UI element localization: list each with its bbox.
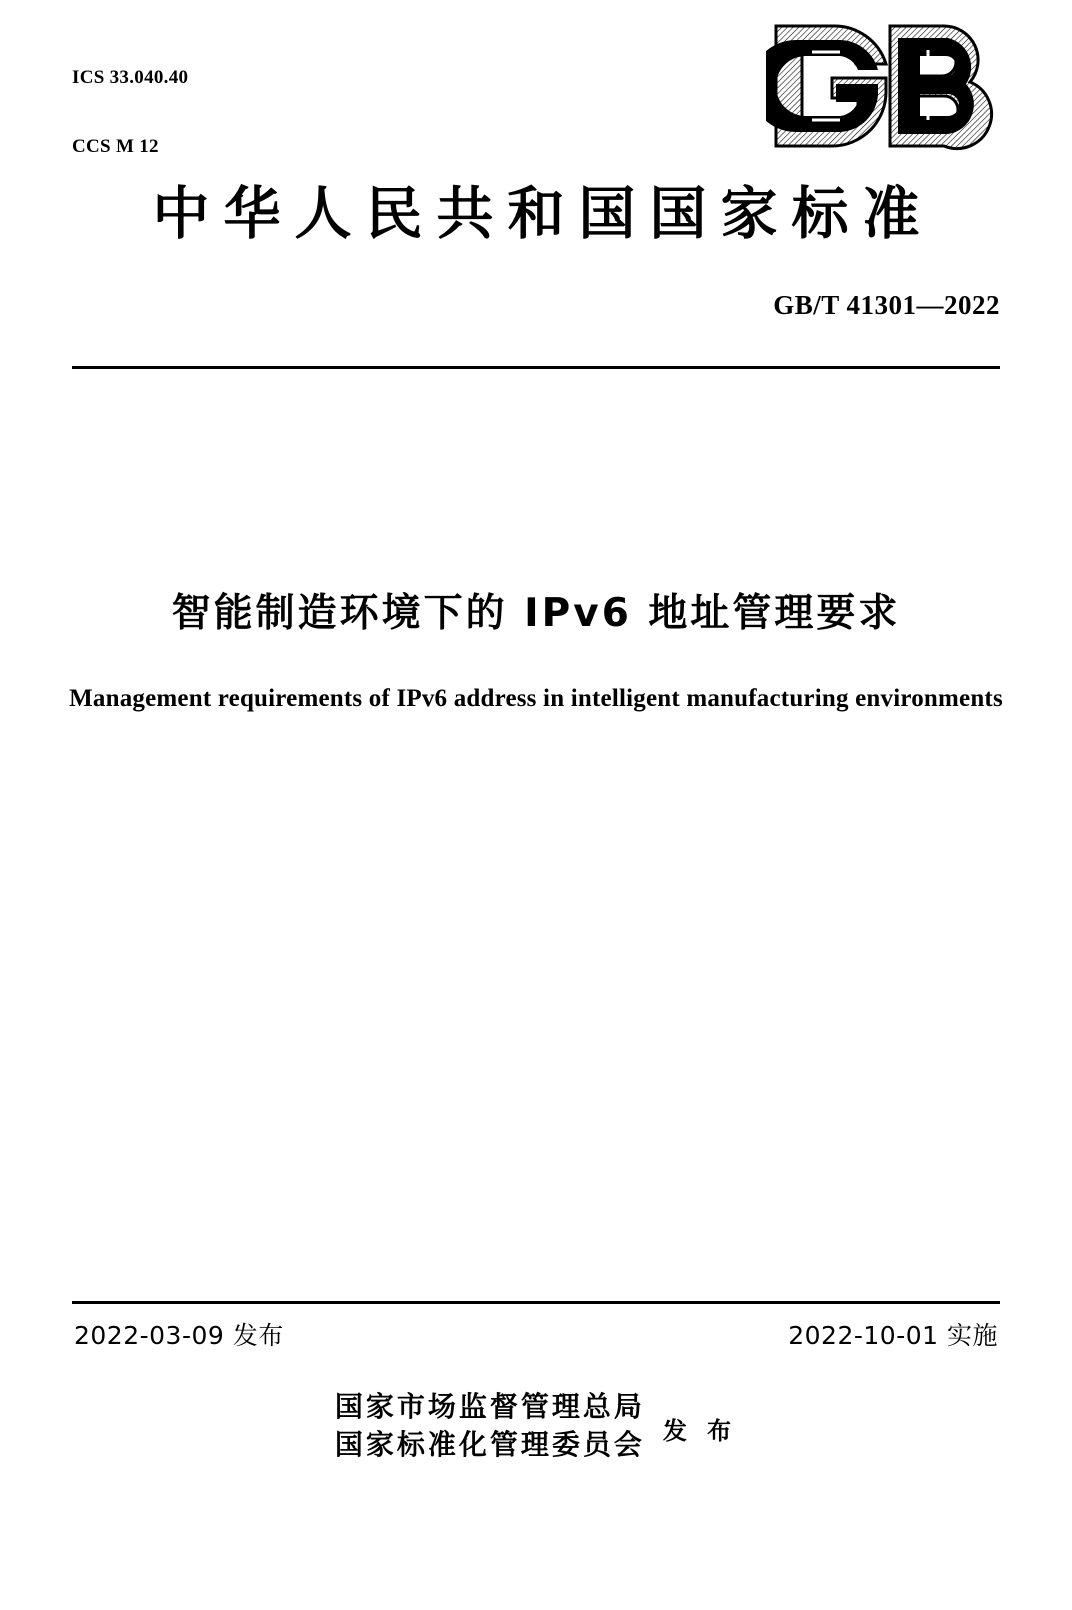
divider-bottom <box>72 1301 1000 1304</box>
divider-top <box>72 366 1000 369</box>
publisher-line-1: 国家市场监督管理总局 <box>334 1390 645 1423</box>
national-standard-title: 中华人民共和国国家标准 <box>152 181 934 247</box>
gb-emblem-icon <box>766 20 1006 152</box>
ics-code: ICS 33.040.40 <box>72 67 189 88</box>
standard-number: GB/T 41301—2022 <box>773 290 1000 320</box>
publisher-names <box>335 1388 645 1464</box>
ccs-code: CCS M 12 <box>72 136 159 157</box>
implementation-date: 2022-10-01 实施 <box>788 1321 998 1350</box>
issue-date: 2022-03-09 发布 <box>74 1321 284 1350</box>
publisher-verb: 发 布 <box>662 1416 738 1445</box>
publisher-line-2: 国家标准化管理委员会 <box>334 1428 645 1461</box>
document-title-english: Management requirements of IPv6 address in intelligent manufacturing environments <box>69 685 1003 712</box>
document-title-chinese: 智能制造环境下的 IPv6 地址管理要求 <box>171 591 901 636</box>
publisher-block <box>0 1388 1072 1464</box>
